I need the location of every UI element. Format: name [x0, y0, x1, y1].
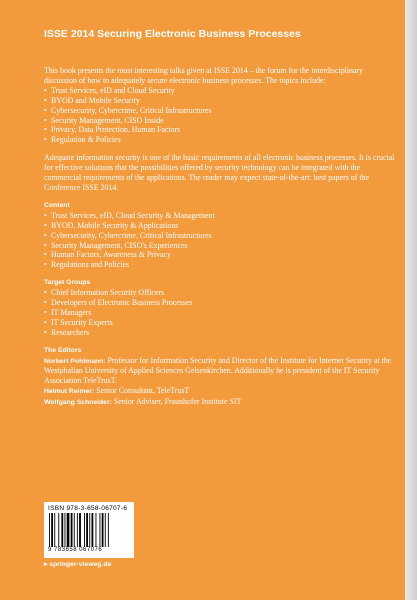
list-item: • Privacy, Data Protection, Human Factors — [44, 125, 396, 135]
target-groups-heading: Target Groups — [44, 279, 91, 287]
back-cover-text — [44, 66, 396, 408]
content-list — [44, 211, 396, 270]
list-item: • Cybersecurity, Cybercrime, Critical Infrastructures — [44, 106, 396, 116]
summary-paragraph: Adequate information security is one of the basic requirements of all electronic business processes. It is crucial for effective solutions that the possibilities offered by security technology can be integrated with the commercial requirements of the applications. The reader may expect state-of-the-art: best papers of the Conference ISSE 2014. — [44, 153, 395, 192]
list-item: • Trust Services, eID and Cloud Security — [44, 86, 396, 96]
editor-bio: Senior Consultant, TeleTrusT — [94, 386, 190, 396]
list-item: • Security Management, CISO's Experiences — [44, 241, 396, 251]
target-groups-list — [44, 288, 396, 338]
intro-paragraph: This book presents the most interesting talks given at ISSE 2014 – the forum for the interdisciplinary discussion of how to adequately secure electronic business processes. The topics include: — [44, 66, 364, 85]
list-item: • Regulations and Policies — [44, 260, 396, 270]
list-item: • Trust Services, eID, Cloud Security & Management — [44, 211, 396, 221]
list-item: • Regulation & Policies — [44, 135, 396, 145]
editor-name: Helmut Reimer: — [44, 388, 95, 396]
list-item: • IT Security Experts — [44, 318, 396, 328]
book-spine — [405, 0, 417, 600]
book-title: ISSE 2014 Securing Electronic Business Processes — [44, 28, 301, 40]
editor-name: Wolfgang Schneider: — [44, 399, 112, 407]
list-item: • Developers of Electronic Business Processes — [44, 298, 396, 308]
editor-bio: Senior Adviser, Fraunhofer Institute SIT — [111, 397, 242, 407]
list-item: • Security Management, CISO Inside — [44, 116, 396, 126]
isbn-barcode — [44, 502, 134, 558]
list-item: • BYOD, Mobile Security & Applications — [44, 221, 396, 231]
editor-entry — [44, 386, 396, 397]
editor-entry — [44, 397, 396, 408]
list-item: • Cybersecurity, Cybercrime, Critical Infrastructures — [44, 231, 396, 241]
barcode-bars — [48, 513, 128, 547]
barcode-digits: 9 783658 067076 — [48, 547, 103, 553]
isbn-number: ISBN 978-3-658-06707-6 — [48, 505, 128, 512]
editor-entry — [44, 356, 396, 387]
editors-heading: The Editors — [44, 346, 82, 354]
list-item: • IT Managers — [44, 308, 396, 318]
editor-bio: Professor for Information Security and Director of the Institute for Internet Security at the Westphalian University of Applied Sciences Gelsenkirchen. Additionally he is president of the IT Security Association TeleTrusT. — [44, 355, 392, 386]
list-item: • Chief Information Security Officers — [44, 288, 396, 298]
list-item: • BYOD and Mobile Security — [44, 96, 396, 106]
publisher-url: ▸ springer-vieweg.de — [44, 561, 112, 568]
list-item: • Human Factors, Awareness & Privacy — [44, 250, 396, 260]
editor-name: Norbert Pohlmann: — [44, 357, 106, 365]
list-item: • Researchers — [44, 328, 396, 338]
topics-list — [44, 86, 396, 145]
content-heading: Content — [44, 201, 70, 209]
